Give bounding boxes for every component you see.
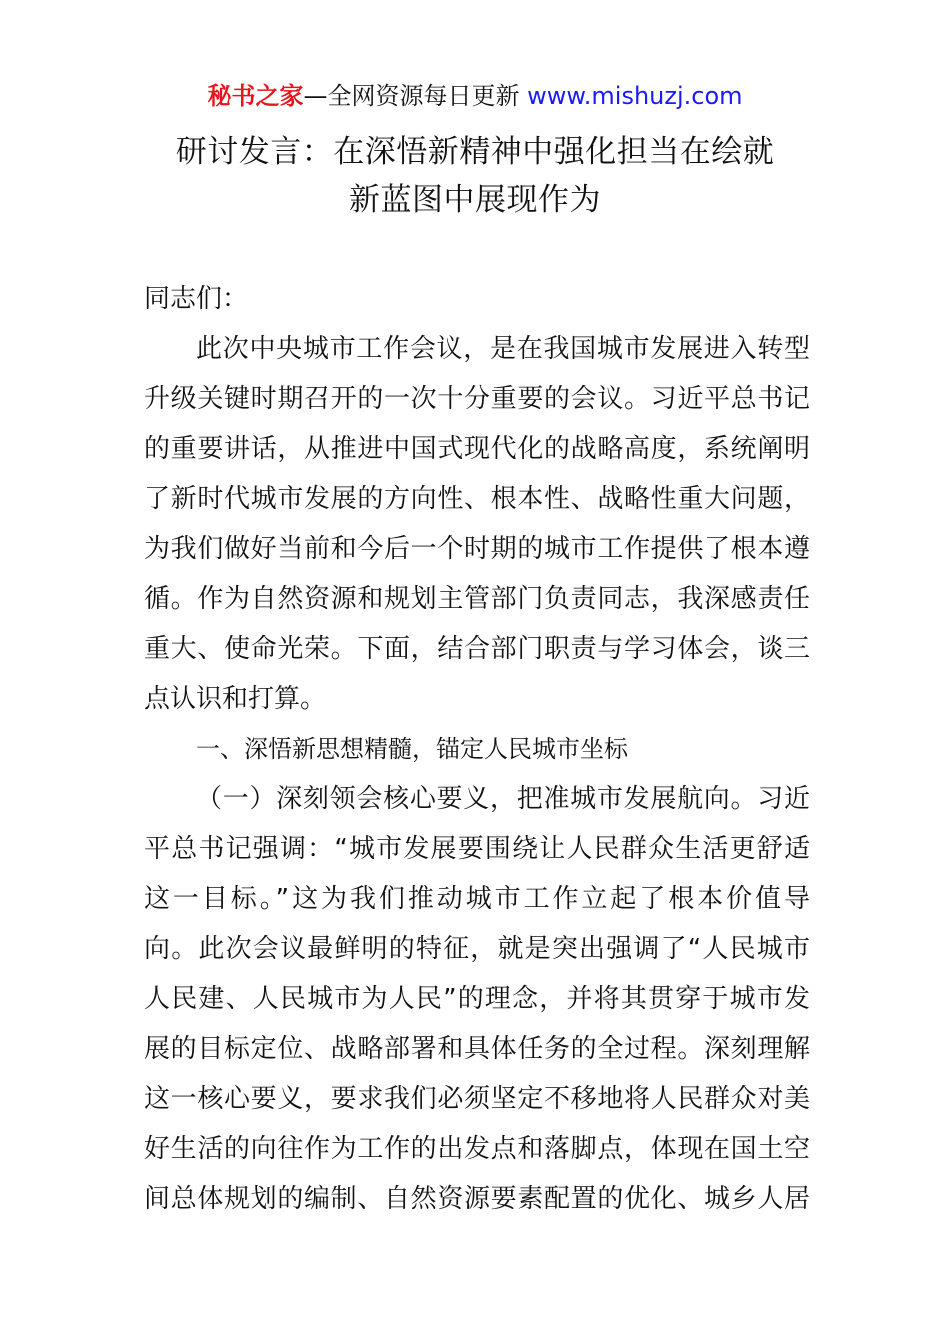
site-tagline: —全网资源每日更新 (303, 82, 528, 110)
paragraph-line: 展的目标定位、战略部署和具体任务的全过程。深刻理解 (144, 1034, 810, 1064)
site-header (0, 80, 950, 112)
paragraph-line: 循。作为自然资源和规划主管部门负责同志，我深感责任 (144, 584, 810, 614)
paragraph-line: 向。此次会议最鲜明的特征，就是突出强调了“人民城市 (144, 934, 810, 964)
paragraph-line: 升级关键时期召开的一次十分重要的会议。习近平总书记 (144, 384, 810, 414)
paragraph-line: 人民建、人民城市为人民”的理念，并将其贯穿于城市发 (144, 984, 810, 1014)
site-url[interactable]: www.mishuzj.com (527, 82, 743, 110)
paragraph-line: 这一核心要义，要求我们必须坚定不移地将人民群众对美 (144, 1084, 810, 1114)
document-body (144, 274, 810, 1224)
document-title (100, 128, 850, 224)
paragraph-line: 为我们做好当前和今后一个时期的城市工作提供了根本遵 (144, 534, 810, 564)
title-line-1: 研讨发言：在深悟新精神中强化担当在绘就 (175, 134, 775, 170)
salutation: 同志们： (144, 284, 249, 314)
paragraph-line: 间总体规划的编制、自然资源要素配置的优化、城乡人居 (144, 1184, 810, 1214)
paragraph-line: 重大、使命光荣。下面，结合部门职责与学习体会，谈三 (144, 634, 810, 664)
paragraph-line: 此次中央城市工作会议，是在我国城市发展进入转型 (196, 334, 810, 364)
section-heading: 一、深悟新思想精髓，锚定人民城市坐标 (196, 735, 628, 763)
paragraph-line: 平总书记强调：“城市发展要围绕让人民群众生活更舒适 (144, 834, 810, 864)
title-line-2: 新蓝图中展现作为 (349, 182, 601, 218)
paragraph-line: （一）深刻领会核心要义，把准城市发展航向。习近 (196, 784, 810, 814)
paragraph-line: 了新时代城市发展的方向性、根本性、战略性重大问题， (144, 484, 810, 514)
paragraph-line: 好生活的向往作为工作的出发点和落脚点，体现在国土空 (144, 1134, 810, 1164)
paragraph-line: 点认识和打算。 (144, 684, 327, 714)
paragraph-line: 这一目标。”这为我们推动城市工作立起了根本价值导 (144, 884, 810, 914)
paragraph-line: 的重要讲话，从推进中国式现代化的战略高度，系统阐明 (144, 434, 810, 464)
site-brand: 秘书之家 (207, 82, 304, 110)
